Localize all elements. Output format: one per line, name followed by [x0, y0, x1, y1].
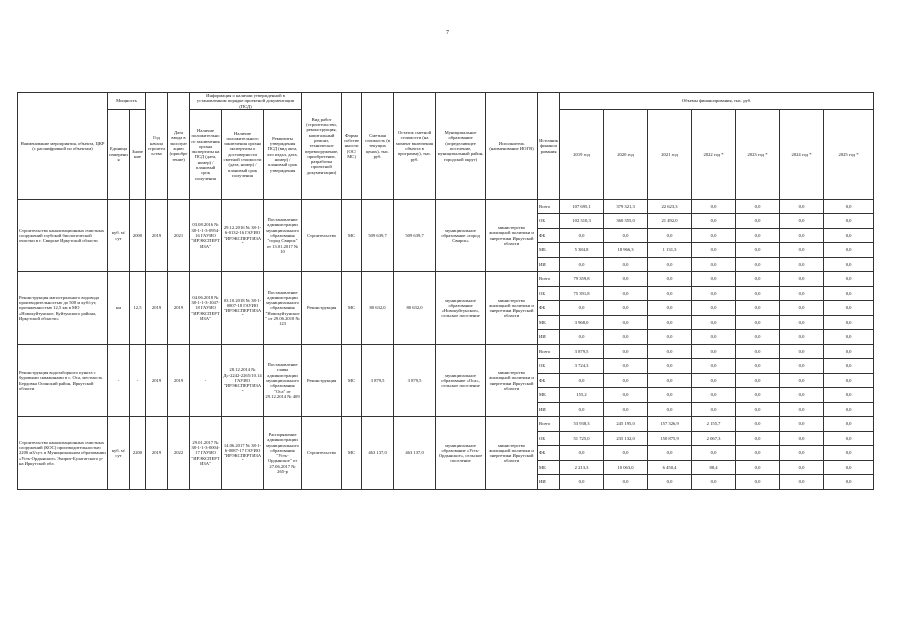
cell-amount: 10 063,0	[604, 460, 648, 475]
cell-amount: 0,0	[736, 228, 780, 243]
cell-unit: км	[108, 272, 130, 345]
cell-amount: 0,0	[648, 272, 692, 287]
cell-ownership: МС	[342, 344, 362, 417]
cell-amount: 0,0	[780, 228, 824, 243]
cell-executor: министерство жилищной политики и энергетики Иркутской области	[486, 272, 538, 345]
cell-amount: 0,0	[604, 257, 648, 272]
cell-amount: 0,0	[780, 475, 824, 490]
header-value: Значение	[130, 109, 146, 199]
table-row	[18, 199, 874, 214]
header-doc-group: Информация о наличии утвержденной в установленном порядке проектной документации (ПСД)	[190, 93, 302, 110]
cell-amount: 0,0	[780, 431, 824, 446]
cell-name: Строительство канализационных очистных сооружений (КОС) производительностью 2200 м3/сут. в Муниципальном образовании «Усть-Ордынское» Эхирит-Булагатского р-на Иркутской обл.	[18, 417, 108, 490]
cell-approval: Распоряжение администрации муниципального образования "Усть-Ордынское" от 27.06.2017 № 265-р	[264, 417, 302, 490]
cell-amount: 22 623,3	[648, 199, 692, 214]
cell-amount: 0,0	[692, 301, 736, 316]
header-year: 2019 год	[560, 109, 604, 199]
cell-amount: 0,0	[648, 359, 692, 374]
cell-amount: 0,0	[824, 431, 874, 446]
header-unit: Единица измерения	[108, 109, 130, 199]
cell-reliability: 03.10.2018 № 38-1-0807-18 ГАУИО "ИРЭКСПЕРТИЗА"	[222, 272, 264, 345]
cell-remaining: 463 137,0	[394, 417, 436, 490]
cell-source: Всего	[538, 344, 560, 359]
cell-start: 2019	[146, 417, 168, 490]
cell-amount: 107 695,1	[560, 199, 604, 214]
cell-amount: 0,0	[824, 330, 874, 345]
cell-amount: 0,0	[736, 460, 780, 475]
cell-start: 2019	[146, 344, 168, 417]
cell-amount: 0,0	[824, 460, 874, 475]
cell-amount: 0,0	[692, 475, 736, 490]
cell-source: МБ	[538, 388, 560, 403]
cell-amount: 0,0	[604, 402, 648, 417]
cell-amount: 0,0	[824, 388, 874, 403]
cell-amount: 0,0	[560, 373, 604, 388]
cell-source: МБ	[538, 315, 560, 330]
cell-amount: 150 875,9	[648, 431, 692, 446]
cell-source: ФБ	[538, 228, 560, 243]
cell-amount: 0,0	[736, 214, 780, 229]
header-year: 2023 год *	[736, 109, 780, 199]
cell-amount: 0,0	[824, 286, 874, 301]
cell-amount: 0,0	[648, 388, 692, 403]
cell-amount: 0,0	[736, 272, 780, 287]
header-start-year: Год начала строительства	[146, 93, 168, 200]
cell-amount: 0,0	[780, 214, 824, 229]
cell-amount: 0,0	[692, 402, 736, 417]
cell-start: 2019	[146, 272, 168, 345]
cell-source: ИИ	[538, 402, 560, 417]
cell-amount: 0,0	[648, 330, 692, 345]
cell-amount: 0,0	[604, 301, 648, 316]
cell-unit: куб. м/сут	[108, 417, 130, 490]
cell-amount: 0,0	[604, 228, 648, 243]
cell-amount: 102 310,3	[560, 214, 604, 229]
header-capacity: Мощность	[108, 93, 146, 110]
cell-reliability: 14.06.2017 № 38-1-6-0087-17 ГАУИО "ИРЭКСПЕРТИЗА"	[222, 417, 264, 490]
header-work-type: Вид работ (строительство, реконструкция, капитальный ремонт, техническое перевооружение, приобретение, разработка проектной документации)	[302, 93, 342, 200]
cell-source: ИИ	[538, 257, 560, 272]
cell-amount: 0,0	[824, 199, 874, 214]
cell-work: Строительство	[302, 417, 342, 490]
cell-source: ИИ	[538, 475, 560, 490]
cell-amount: 0,0	[648, 373, 692, 388]
cell-municipality: муниципальное образование «Усть-Ордынское», сельское поселение	[436, 417, 486, 490]
cell-amount: 0,0	[780, 257, 824, 272]
cell-amount: 2 067,3	[692, 431, 736, 446]
cell-amount: 0,0	[604, 272, 648, 287]
cell-amount: 0,0	[560, 301, 604, 316]
cell-amount: 0,0	[692, 228, 736, 243]
table-row	[18, 417, 874, 432]
cell-amount: 0,0	[692, 330, 736, 345]
header-year: 2020 год	[604, 109, 648, 199]
cell-amount: 0,0	[824, 257, 874, 272]
page-number: 7	[446, 30, 449, 36]
cell-amount: 0,0	[824, 243, 874, 258]
cell-amount: 53 938,3	[560, 417, 604, 432]
cell-value: 2200	[130, 417, 146, 490]
cell-amount: 0,0	[824, 214, 874, 229]
cell-amount: 51 725,0	[560, 431, 604, 446]
cell-amount: 0,0	[736, 301, 780, 316]
cell-amount: 0,0	[604, 475, 648, 490]
cell-amount: 0,0	[780, 344, 824, 359]
cell-amount: 2 155,7	[692, 417, 736, 432]
cell-amount: 0,0	[780, 286, 824, 301]
cell-unit: -	[108, 344, 130, 417]
cell-amount: 1 131,3	[648, 243, 692, 258]
cell-name: Реконструкция магистрального водовода производительностью до 500 м куб/сут, протяженностью 12,5 км в МО «Новокуйтунское, Куйтунского района, Иркутской области»	[18, 272, 108, 345]
cell-amount: 0,0	[824, 344, 874, 359]
cell-end: 2019	[168, 344, 190, 417]
cell-amount: 0,0	[824, 228, 874, 243]
cell-source: ФБ	[538, 373, 560, 388]
cell-amount: 0,0	[824, 446, 874, 461]
cell-amount: 0,0	[780, 388, 824, 403]
cell-amount: 155,2	[560, 388, 604, 403]
cell-amount: 0,0	[692, 243, 736, 258]
cell-amount: 0,0	[692, 214, 736, 229]
cell-amount: 0,0	[604, 330, 648, 345]
cell-amount: 0,0	[604, 388, 648, 403]
table-row	[18, 344, 874, 359]
cell-amount: 88,4	[692, 460, 736, 475]
cell-amount: 0,0	[736, 431, 780, 446]
cell-source: ИИ	[538, 330, 560, 345]
cell-amount: 0,0	[692, 286, 736, 301]
cell-amount: 0,0	[780, 199, 824, 214]
header-source: Источник финансирования	[538, 93, 560, 200]
cell-amount: 235 132,0	[604, 431, 648, 446]
cell-amount: 0,0	[824, 402, 874, 417]
cell-amount: 245 195,0	[604, 417, 648, 432]
cell-amount: 0,0	[824, 272, 874, 287]
cell-value: 2000	[130, 199, 146, 272]
cell-amount: 0,0	[736, 388, 780, 403]
cell-amount: 0,0	[604, 286, 648, 301]
cell-amount: 0,0	[780, 460, 824, 475]
cell-value: 12,5	[130, 272, 146, 345]
cell-amount: 0,0	[824, 301, 874, 316]
cell-amount: 0,0	[736, 446, 780, 461]
header-remaining: Остаток сметной стоимости (на момент включения объекта в программу), тыс. руб.	[394, 93, 436, 200]
cell-source: ОБ	[538, 359, 560, 374]
header-funding-group: Объемы финансирования, тыс. руб.	[560, 93, 874, 110]
cell-amount: 0,0	[692, 446, 736, 461]
table-body	[18, 199, 874, 489]
cell-amount: 0,0	[648, 402, 692, 417]
cell-amount: 0,0	[780, 272, 824, 287]
table-header	[18, 93, 874, 200]
financing-table	[17, 92, 874, 490]
table-row	[18, 272, 874, 287]
header-ownership: Форма собственности (ОС/МС)	[342, 93, 362, 200]
cell-amount: 0,0	[560, 330, 604, 345]
header-estimate: Сметная стоимость (в текущих ценах), тыс. руб.	[362, 93, 394, 200]
cell-amount: 2 213,3	[560, 460, 604, 475]
cell-amount: 0,0	[692, 373, 736, 388]
cell-source: Всего	[538, 272, 560, 287]
cell-expertise: 04.06.2018 № 38-1-1-3-1047-18 ГАУИО "ИРЭКСПЕРТИЗА"	[190, 272, 222, 345]
cell-amount: 0,0	[736, 359, 780, 374]
cell-name: Реконструкция водозаборного пункта с буровыми скважинами в с. Оса, местность Бердовка Осинский район, Иркутской области	[18, 344, 108, 417]
cell-amount: 0,0	[736, 243, 780, 258]
cell-expertise: 03.08.2016 № 38-1-1-3-0954-16 ГАУИО "ИРЭКСПЕРТИЗА"	[190, 199, 222, 272]
header-reliability: Наличие положительного заключения органа экспертизы о достоверности сметной стоимости (дата, номер) / плановый срок получения	[222, 109, 264, 199]
header-expertise: Наличие положительного заключения органа экспертизы на ПСД (дата, номер) / плановый срок получения	[190, 109, 222, 199]
cell-amount: 0,0	[736, 373, 780, 388]
cell-reliability: 28.12.2014 № Дс-2242-2265/10.14 ГАУИО "ИРЭКСПЕРТИЗА"	[222, 344, 264, 417]
cell-amount: 0,0	[736, 417, 780, 432]
cell-amount: 0,0	[780, 301, 824, 316]
cell-amount: 0,0	[736, 199, 780, 214]
cell-estimate: 509 639,7	[362, 199, 394, 272]
cell-work: Строительство	[302, 199, 342, 272]
cell-executor: министерство жилищной политики и энергетики Иркутской области	[486, 344, 538, 417]
cell-amount: 0,0	[648, 344, 692, 359]
cell-amount: 0,0	[780, 417, 824, 432]
cell-amount: 0,0	[648, 475, 692, 490]
cell-amount: 0,0	[648, 301, 692, 316]
cell-amount: 379 321,3	[604, 199, 648, 214]
cell-amount: 157 326,9	[648, 417, 692, 432]
cell-expertise: 29.01.2017 № 38-1-1-3-0004-17 ГАУИО "ИРЭКСПЕРТИЗА"	[190, 417, 222, 490]
cell-remaining: 80 632,0	[394, 272, 436, 345]
cell-source: ОБ	[538, 431, 560, 446]
cell-source: Всего	[538, 199, 560, 214]
cell-amount: 3 879,5	[560, 344, 604, 359]
cell-amount: 0,0	[780, 373, 824, 388]
cell-source: ОБ	[538, 214, 560, 229]
cell-source: ФБ	[538, 446, 560, 461]
cell-amount: 0,0	[736, 315, 780, 330]
cell-start: 2019	[146, 199, 168, 272]
cell-amount: 0,0	[824, 417, 874, 432]
cell-amount: 360 355,0	[604, 214, 648, 229]
cell-estimate: 463 137,0	[362, 417, 394, 490]
cell-amount: 0,0	[560, 475, 604, 490]
cell-amount: 0,0	[780, 446, 824, 461]
cell-approval: Постановление администрации муниципального образования "Новокуйтунское" от 29.06.2018 № 123	[264, 272, 302, 345]
cell-amount: 0,0	[824, 373, 874, 388]
cell-amount: 0,0	[604, 344, 648, 359]
cell-municipality: муниципальное образование «город Свирск»	[436, 199, 486, 272]
cell-amount: 0,0	[648, 315, 692, 330]
cell-amount: 0,0	[560, 402, 604, 417]
cell-amount: 0,0	[736, 475, 780, 490]
cell-reliability: 29.12.2016 № 38-1-6-0132-16 ГАУИО "ИРЭКСПЕРТИЗА"	[222, 199, 264, 272]
cell-source: Всего	[538, 417, 560, 432]
cell-amount: 3 724,3	[560, 359, 604, 374]
cell-amount: 0,0	[560, 228, 604, 243]
cell-approval: Постановление главы администрации муниципального образования "Оса" от 29.12.2014 № 409	[264, 344, 302, 417]
cell-amount: 0,0	[604, 373, 648, 388]
cell-amount: 0,0	[736, 330, 780, 345]
cell-remaining: 3 879,5	[394, 344, 436, 417]
cell-amount: 0,0	[824, 475, 874, 490]
cell-amount: 0,0	[780, 243, 824, 258]
cell-amount: 5 384,8	[560, 243, 604, 258]
cell-amount: 0,0	[736, 286, 780, 301]
cell-source: ОБ	[538, 286, 560, 301]
cell-value: -	[130, 344, 146, 417]
cell-amount: 0,0	[692, 272, 736, 287]
cell-expertise: -	[190, 344, 222, 417]
cell-amount: 0,0	[736, 402, 780, 417]
cell-amount: 3 968,0	[560, 315, 604, 330]
cell-amount: 0,0	[648, 257, 692, 272]
cell-amount: 0,0	[780, 330, 824, 345]
cell-amount: 0,0	[648, 286, 692, 301]
cell-unit: куб. м/сут	[108, 199, 130, 272]
cell-estimate: 3 879,5	[362, 344, 394, 417]
header-executor: Исполнитель (наименование ИОГВ)	[486, 93, 538, 200]
cell-source: МБ	[538, 460, 560, 475]
cell-amount: 0,0	[604, 315, 648, 330]
cell-estimate: 80 632,0	[362, 272, 394, 345]
cell-municipality: муниципальное образование «Оса», сельское поселение	[436, 344, 486, 417]
cell-source: МБ	[538, 243, 560, 258]
cell-work: Реконструкция	[302, 272, 342, 345]
cell-amount: 0,0	[736, 344, 780, 359]
cell-municipality: муниципальное образование «Новокуйтунское», сельское поселение	[436, 272, 486, 345]
header-approval: Реквизиты утверждения ПСД (вид акта, кто издал, дата, номер) / плановый срок утверждения	[264, 109, 302, 199]
cell-amount: 0,0	[692, 359, 736, 374]
cell-executor: министерство жилищной политики и энергетики Иркутской области	[486, 417, 538, 490]
cell-executor: министерство жилищной политики и энергетики Иркутской области	[486, 199, 538, 272]
cell-amount: 0,0	[648, 228, 692, 243]
cell-amount: 0,0	[604, 446, 648, 461]
cell-amount: 6 450,4	[648, 460, 692, 475]
cell-amount: 0,0	[824, 315, 874, 330]
cell-ownership: МС	[342, 417, 362, 490]
cell-end: 2019	[168, 272, 190, 345]
header-year: 2022 год *	[692, 109, 736, 199]
cell-approval: Постановление администрации муниципального образования "город Свирск" от 13.01.2017 № 10	[264, 199, 302, 272]
cell-ownership: МС	[342, 272, 362, 345]
cell-amount: 0,0	[692, 388, 736, 403]
header-name: Наименование мероприятия, объекта, ЦКР (с расшифровкой по объектам)	[18, 93, 108, 200]
cell-amount: 18 966,3	[604, 243, 648, 258]
cell-work: Реконструкция	[302, 344, 342, 417]
cell-amount: 0,0	[692, 315, 736, 330]
header-year: 2021 год	[648, 109, 692, 199]
header-year: 2024 год *	[780, 109, 824, 199]
cell-amount: 0,0	[560, 446, 604, 461]
cell-amount: 0,0	[736, 257, 780, 272]
cell-amount: 0,0	[780, 402, 824, 417]
cell-end: 2022	[168, 417, 190, 490]
cell-amount: 79 359,8	[560, 272, 604, 287]
cell-amount: 0,0	[692, 257, 736, 272]
header-municipality: Муниципальное образование (определяющее поселение, муниципальный район, городской округ)	[436, 93, 486, 200]
cell-amount: 0,0	[780, 359, 824, 374]
header-year: 2025 год *	[824, 109, 874, 199]
cell-amount: 0,0	[648, 446, 692, 461]
cell-amount: 0,0	[692, 199, 736, 214]
cell-source: ФБ	[538, 301, 560, 316]
cell-remaining: 509 639,7	[394, 199, 436, 272]
cell-name: Строительство канализационных очистных сооружений глубокой биологической очистки в г. Свирске Иркутской области	[18, 199, 108, 272]
cell-amount: 0,0	[692, 344, 736, 359]
cell-end: 2021	[168, 199, 190, 272]
cell-amount: 75 391,8	[560, 286, 604, 301]
cell-amount: 0,0	[604, 359, 648, 374]
cell-amount: 0,0	[824, 359, 874, 374]
cell-ownership: МС	[342, 199, 362, 272]
cell-amount: 21 492,0	[648, 214, 692, 229]
cell-amount: 0,0	[780, 315, 824, 330]
cell-amount: 0,0	[560, 257, 604, 272]
header-end-year: Дата ввода в эксплуатацию (приобретение)	[168, 93, 190, 200]
